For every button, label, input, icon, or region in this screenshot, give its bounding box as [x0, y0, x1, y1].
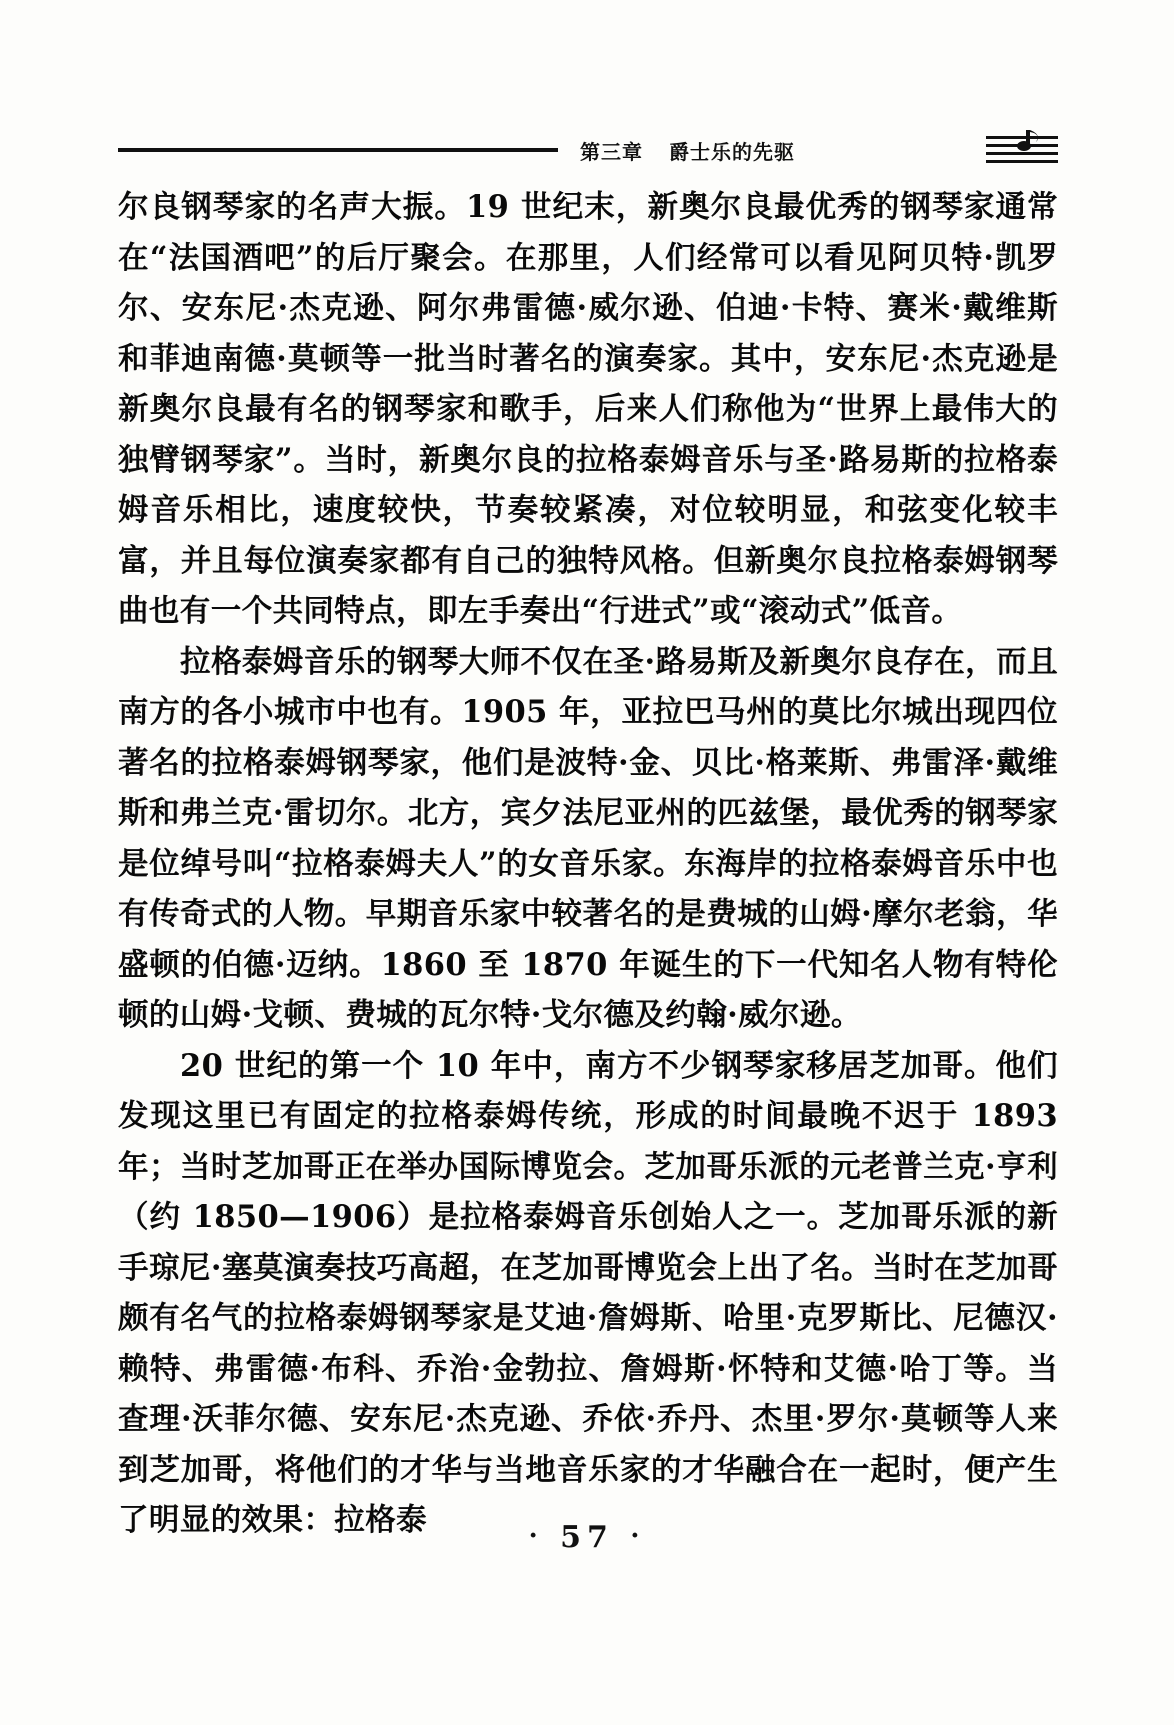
header-chapter-label: 第三章	[580, 139, 643, 164]
body-text	[118, 182, 1058, 1546]
paragraph: 尔良钢琴家的名声大振。19 世纪末，新奥尔良最优秀的钢琴家通常在“法国酒吧”的后厅聚会。在那里，人们经常可以看见阿贝特·凯罗尔、安东尼·杰克逊、阿尔弗雷德·威尔逊、伯迪·卡特、赛米·戴维斯和菲迪南德·莫顿等一批当时著名的演奏家。其中，安东尼·杰克逊是新奥尔良最有名的钢琴家和歌手，后来人们称他为“世界上最伟大的独臂钢琴家”。当时，新奥尔良的拉格泰姆音乐与圣·路易斯的拉格泰姆音乐相比，速度较快，节奏较紧凑，对位较明显，和弦变化较丰富，并且每位演奏家都有自己的独特风格。但新奥尔良拉格泰姆钢琴曲也有一个共同特点，即左手奏出“行进式”或“滚动式”低音。	[118, 189, 1058, 629]
folio-right-dot: ·	[630, 1521, 646, 1551]
folio-left-dot: ·	[528, 1521, 544, 1551]
page-folio	[0, 1520, 1174, 1555]
paragraph: 拉格泰姆音乐的钢琴大师不仅在圣·路易斯及新奥尔良存在，而且南方的各小城市中也有。1905 年，亚拉巴马州的莫比尔城出现四位著名的拉格泰姆钢琴家，他们是波特·金、贝比·格莱斯、弗雷泽·戴维斯和弗兰克·雷切尔。北方，宾夕法尼亚州的匹兹堡，最优秀的钢琴家是位绰号叫“拉格泰姆夫人”的女音乐家。东海岸的拉格泰姆音乐中也有传奇式的人物。早期音乐家中较著名的是费城的山姆·摩尔老翁，华盛顿的伯德·迈纳。1860 至 1870 年诞生的下一代知名人物有特伦顿的山姆·戈顿、费城的瓦尔特·戈尔德及约翰·威尔逊。	[118, 643, 1058, 1033]
page-number: 57	[560, 1520, 614, 1555]
musical-staff-icon	[986, 130, 1058, 168]
header-rule	[118, 148, 558, 152]
header-title-label: 爵士乐的先驱	[669, 139, 795, 164]
paragraph: 20 世纪的第一个 10 年中，南方不少钢琴家移居芝加哥。他们发现这里已有固定的拉格泰姆传统，形成的时间最晚不迟于 1893 年；当时芝加哥正在举办国际博览会。芝加哥乐派的元老普兰克·亨利（约 1850—1906）是拉格泰姆音乐创始人之一。芝加哥乐派的新手琼尼·塞莫演奏技巧高超，在芝加哥博览会上出了名。当时在芝加哥颇有名气的拉格泰姆钢琴家是艾迪·詹姆斯、哈里·克罗斯比、尼德汉·赖特、弗雷德·布科、乔治·金勃拉、詹姆斯·怀特和艾德·哈丁等。当查理·沃菲尔德、安东尼·杰克逊、乔依·乔丹、杰里·罗尔·莫顿等人来到芝加哥，将他们的才华与当地音乐家的才华融合在一起时，便产生了明显的效果：拉格泰	[118, 1047, 1058, 1538]
running-head	[118, 128, 1058, 172]
